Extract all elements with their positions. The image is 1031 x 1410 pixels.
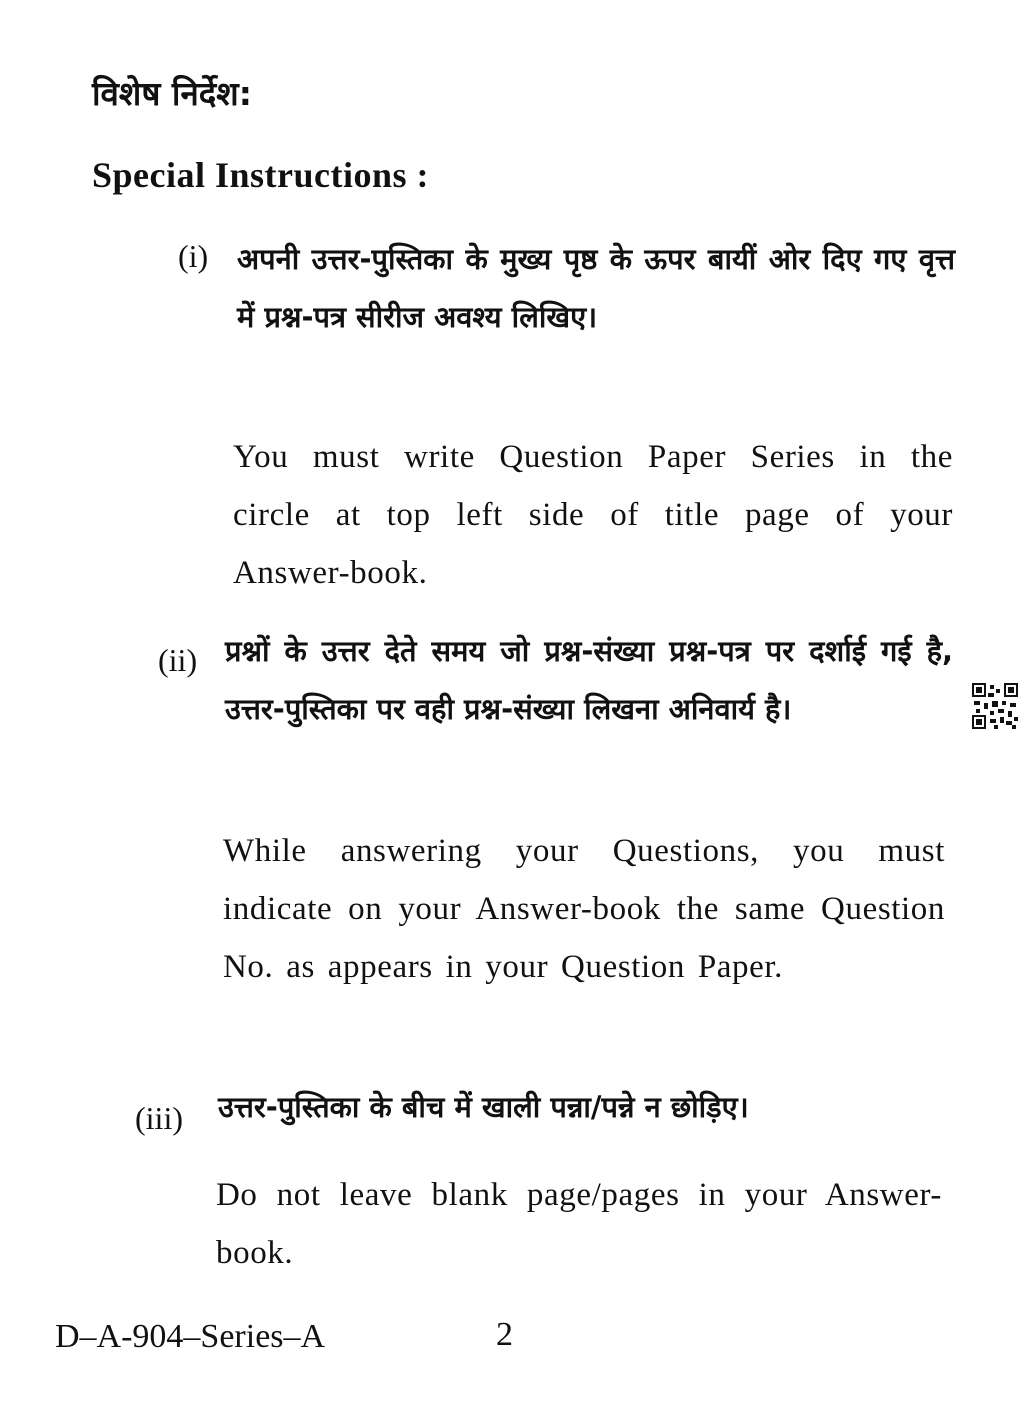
instruction-text-english: While answering your Questions, you must indicate on your Answer-book the same Question No. as appears in your Question Paper. bbox=[223, 833, 945, 985]
instruction-marker: (ii) bbox=[158, 642, 198, 678]
paper-code: D–A-904–Series–A bbox=[55, 1318, 326, 1355]
instruction-text-hindi: उत्तर-पुस्तिका के बीच में खाली पन्ना/पन्ने न छोड़िए। bbox=[218, 1090, 749, 1124]
instruction-text-english: You must write Question Paper Series in the circle at top left side of title page of your Answer-book. bbox=[233, 439, 953, 591]
instruction-marker: (i) bbox=[178, 238, 209, 274]
instruction-text-hindi: अपनी उत्तर-पुस्तिका के मुख्य पृष्ठ के ऊपर बायीं ओर दिए गए वृत्त में प्रश्न-पत्र सीरीज अवश्य लिखिए। bbox=[237, 242, 955, 334]
heading-hindi: विशेष निर्देश: bbox=[92, 74, 252, 113]
instruction-marker: (iii) bbox=[135, 1100, 183, 1136]
instruction-text-english: Do not leave blank page/pages in your Answer-book. bbox=[216, 1177, 942, 1271]
instruction-text-hindi: प्रश्नों के उत्तर देते समय जो प्रश्न-संख्या प्रश्न-पत्र पर दर्शाई गई है, उत्तर-पुस्तिका पर वही प्रश्न-संख्या लिखना अनिवार्य है। bbox=[225, 634, 953, 726]
heading-english: Special Instructions : bbox=[92, 155, 430, 195]
page-number: 2 bbox=[496, 1316, 513, 1353]
qr-code-icon bbox=[972, 683, 1018, 729]
